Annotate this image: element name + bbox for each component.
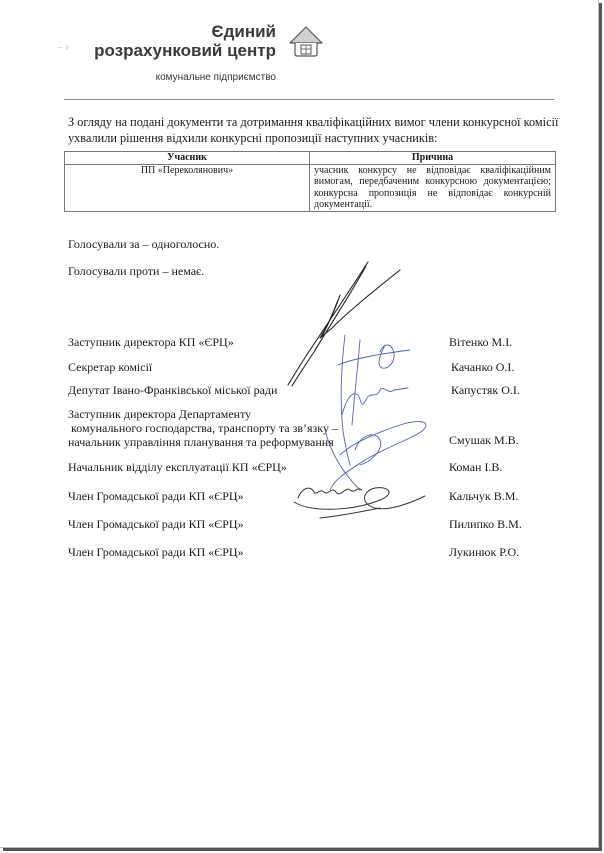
intro-line-1: З огляду на подані документи та дотримання кваліфікаційних вимог члени конкурсної комісії bbox=[68, 115, 559, 129]
signatory-role: Секретар комісії bbox=[68, 360, 153, 374]
scan-mark: ⁻ ˀ bbox=[58, 44, 69, 54]
signatory-name: Кальчук В.М. bbox=[449, 489, 519, 503]
signatory-role: Депутат Івано-Франківської міської ради bbox=[68, 383, 278, 397]
reason-cell: учасник конкурсу не відповідає кваліфікаційним вимогам, передбаченим конкурсною документацією; конкурсна пропозиція не відповідає конкурсній документації. bbox=[310, 164, 556, 211]
signatory-role: Начальник відділу експлуатації КП «ЄРЦ» bbox=[68, 460, 287, 474]
signatory-name: Пилипко В.М. bbox=[449, 517, 522, 531]
intro-line-2: ухвалили рішення відхили конкурсні пропозиції наступних учасників: bbox=[68, 131, 438, 145]
signature-black-top bbox=[288, 262, 400, 386]
logo-title-line1: Єдиний bbox=[211, 22, 276, 41]
signatory-role: Член Громадської ради КП «ЄРЦ» bbox=[68, 545, 244, 559]
signatory-role: Член Громадської ради КП «ЄРЦ» bbox=[68, 489, 244, 503]
vote-against: Голосували проти – немає. bbox=[68, 264, 205, 278]
table-header-row bbox=[65, 152, 556, 165]
letterhead-logo bbox=[90, 22, 340, 88]
logo-subtitle: комунальне підприємство bbox=[155, 72, 276, 83]
participant-cell: ПП «Переколянович» bbox=[65, 164, 310, 211]
signatory-role-line: начальник управління планування та реформування bbox=[68, 435, 334, 449]
rejected-participants-table bbox=[64, 151, 556, 212]
column-header-participant: Учасник bbox=[65, 152, 310, 165]
intro-paragraph bbox=[68, 114, 558, 146]
handwritten-signatures bbox=[280, 250, 450, 525]
signatory-name: Смушак М.В. bbox=[449, 433, 519, 447]
signatory-name: Коман І.В. bbox=[449, 460, 503, 474]
signatory-name: Лукинюк Р.О. bbox=[449, 545, 520, 559]
table-row bbox=[65, 164, 556, 211]
signatory-role: Заступник директора КП «ЄРЦ» bbox=[68, 335, 234, 349]
signatory-role-line: комунального господарства, транспорту та зв’язку – bbox=[68, 421, 338, 435]
signatory-name: Капустяк О.І. bbox=[451, 383, 520, 397]
signature-black-bottom bbox=[294, 488, 425, 518]
signature-blue bbox=[325, 335, 426, 490]
column-header-reason: Причина bbox=[310, 152, 556, 165]
signatory-role bbox=[68, 407, 338, 449]
signatory-role: Член Громадської ради КП «ЄРЦ» bbox=[68, 517, 244, 531]
signatory-name: Вітенко М.І. bbox=[449, 335, 513, 349]
logo-title-line2: розрахунковий центр bbox=[94, 41, 276, 60]
header-divider bbox=[64, 99, 554, 100]
vote-for: Голосували за – одноголосно. bbox=[68, 237, 220, 251]
signatory-name: Качанко О.І. bbox=[451, 360, 515, 374]
logo-title bbox=[94, 22, 276, 60]
signatory-role-line: Заступник директора Департаменту bbox=[68, 407, 252, 421]
house-icon bbox=[286, 23, 326, 59]
